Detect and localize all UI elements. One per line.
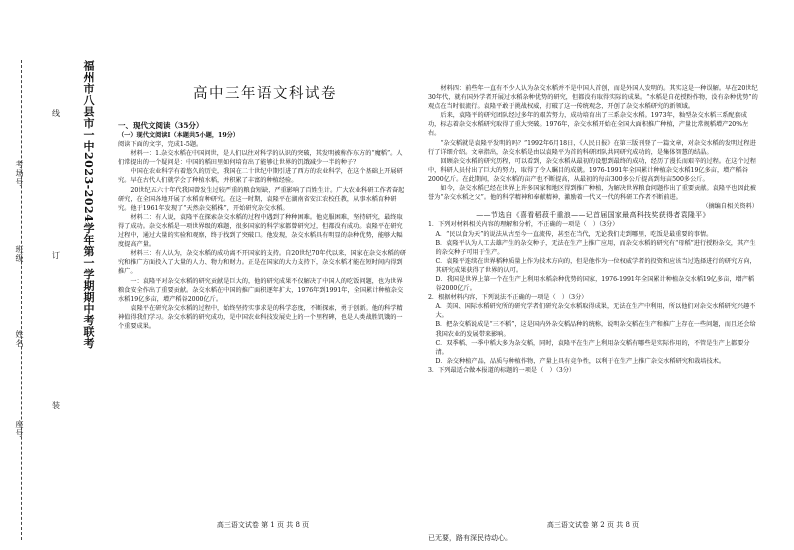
- paragraph: “杂交稻就是袁隆平发明的吗？”1992年6月18日，《人民日报》在第三版刊登了一篇文章，对杂交水稻的发明过程进行了详细介绍。文章指出，杂交水稻是由以袁隆平为首的科研团队共同研究成功的，是集体智慧的结晶。: [428, 139, 756, 156]
- binding-mark-3: 装: [52, 401, 60, 410]
- paragraph: 袁隆平在研究杂交水稻的过程中，始终坚持实事求是的科学态度，不断探索，勇于创新。他的科学精神值得我们学习。杂交水稻的研究成功，是中国农业科技发展史上的一个里程碑，也是人类战胜饥饿的一个重要成果。: [118, 304, 403, 330]
- paragraph: 材料二：有人说，袁隆平在探索杂交水稻的过程中遇到了种种困难。他克服困难，坚持研究，最终取得了成功。杂交水稻是一项世界级的难题，很多国家的科学家都曾研究过，但都没有成功。袁隆平在研究过程中，通过大量的实验和观察，终于找到了突破口。他发现，杂交水稻具有明显的杂种优势，能够大幅度提高产量。: [118, 213, 403, 249]
- paragraph: 材料三：有人认为，杂交水稻的成功离不开国家的支持。自20世纪70年代以来，国家在杂交水稻的研究和推广方面投入了大量的人力、物力和财力。正是在国家的大力支持下，杂交水稻才能在短时间内得到推广。: [118, 250, 407, 276]
- excerpt-source: ——节选自《喜看稻菽千重浪——记首届国家最高科技奖获得者袁隆平》: [476, 211, 710, 220]
- option-d: D．我国是世界上第一个在生产上利用水稻杂种优势的国家，1976-1991年全国累计种植杂交水稻19亿多亩，增产稻谷2000亿斤。: [435, 275, 755, 293]
- page-footer-right: 高三语文试卷 第 2 页 共 8 页: [546, 521, 640, 529]
- paragraph: 中国在农业科学有着悠久的历史，我国在二十世纪中期引进了西方的农业科学，在这个基础上开展研究。早在古代人们就学会了种植水稻，并积累了丰富的种植经验。: [118, 168, 403, 185]
- subsection-heading: （一）现代文阅读Ⅰ（本题共5小题，19分）: [118, 132, 239, 139]
- page-title: 高中三年语文科试卷: [193, 86, 337, 102]
- binding-mark-2: 订: [52, 251, 60, 260]
- binding-margin: [0, 60, 44, 540]
- name-label: 姓名：: [15, 330, 24, 357]
- school-title-vertical: 福州市八县市一中2023-2024学年第一学期期中考联考: [82, 60, 95, 349]
- right-column: [428, 84, 758, 375]
- section-heading: 一、现代文阅读（35分）: [118, 121, 204, 130]
- question-2: 2．根据材料内容，下列说法不正确的一项是（ ）（3分）: [428, 294, 588, 302]
- option-a: A．美国、国际水稻研究所的研究学者们研究杂交水稻取得成果，无法在生产中利用，所以他们对杂交水稻研究兴趣不大。: [435, 303, 756, 320]
- page-footer-left: 高三语文试卷 第 1 页 共 8 页: [216, 521, 310, 529]
- source-note: （摘编自相关资料）: [702, 203, 758, 211]
- trailing-text: 已无要，路有深民待动心。: [428, 534, 512, 542]
- left-column: [118, 120, 408, 331]
- binding-mark-1: 线: [52, 109, 60, 118]
- paragraph: 回顾杂交水稻的研究历程，可以看到，杂交水稻从最初的设想到最终的成功，经历了漫长而艰辛的过程。在这个过程中，科研人员付出了巨大的努力，取得了令人瞩目的成就。1976-1991年全国累计种植杂交水稻19亿多亩，增产稻谷2000亿斤。在此期间，杂交水稻的亩产也不断提高，从最初的每亩300多公斤提高到每亩500多公斤。: [428, 157, 756, 183]
- exam-number-label: 考场号：: [15, 160, 24, 196]
- paragraph: 20世纪五六十年代我国曾发生过较严重的粮食短缺，严重影响了百姓生计。广大农业科研工作者奋起研究，在全国各地开展了水稻育种研究。在这一时期，袁隆平在湖南省安江农校任教，从事水稻育种研究。他于1961年发现了“天然杂交稻株”，开始研究杂交水稻。: [118, 186, 405, 212]
- paragraph: 材料四：前些年一直有不少人认为杂交水稻并不是中国人首创，而是外国人发明的。其实这是一种误解。早在20世纪30年代，就有国外学者开展过水稻杂种优势的研究，但都没有取得实际的成果。“水稻是自花授粉作物，没有杂种优势”的观点在当时很流行。袁隆平敢于挑战权威，打破了这一传统观念，开创了杂交水稻研究的新领域。: [428, 85, 758, 111]
- option-b: B．把杂交稻说成是“三不稻”，这是国内外杂交稻品种的统称，说明杂交稻在生产和推广上存在一些问题，而且还会给我国农业的发展带来影响。: [435, 321, 756, 338]
- paragraph: 后来，袁隆平的研究团队经过多年的艰苦努力，成功培育出了三系杂交水稻。1973年，籼型杂交水稻三系配套成功，标志着杂交水稻研究取得了重大突破。1976年，杂交水稻开始在全国大面积推广种植，产量比常规稻增产20%左右。: [428, 112, 749, 138]
- option-a: A．“民以食为天”的说法从古至今一直流传，甚至在当代，无论我们走到哪里，吃饭是最重要的事情。: [435, 230, 713, 238]
- class-label: 班级：: [15, 245, 24, 272]
- paragraph: 一：袁隆平对杂交水稻的研究贡献是巨大的，他的研究成果不仅解决了中国人的吃饭问题，也为世界粮食安全作出了重要贡献。杂交水稻在中国的推广面积逐年扩大，1976年到1991年，全国累计种植杂交水稻19亿多亩，增产稻谷2000亿斤。: [118, 277, 404, 303]
- option-d: D．杂交种植产品，品质与种植作物，产量上具有竞争性，以利于在生产上推广杂交水稻研究和栽培技术。: [435, 357, 726, 365]
- paragraph: 如今，杂交水稻已经在世界上许多国家和地区得到推广种植，为解决世界粮食问题作出了重要贡献。袁隆平也因此被誉为“杂交水稻之父”。他的科学精神和奉献精神，激励着一代又一代的科研工作者不断前进。: [428, 185, 756, 202]
- question-3: 3．下列最适合做本报道的标题的一项是（ ）（3分）: [428, 366, 576, 374]
- paragraph: 材料一：1.杂交水稻在中国问世，是人们以往对科学的认识的突破，其发明被称作东方的“魔稻”。人们常提出的一个疑问是：中国的稻田里如何培育出了能够让世界的饥饿减少一半的种子？: [118, 150, 403, 167]
- option-c: C．双季稻、一季中稻大多为杂交稻，同时，袁隆平在生产上利用杂交稻有哪些是实际作用的，不管是生产上都要分清。: [435, 339, 750, 356]
- seat-label: 座号：: [15, 420, 24, 447]
- option-c: C．袁隆平连续在世界稻种质量上作为技术方向的，但是他作为一位权威学者的投资和应该当过选择进行的研究方向，其研究成果获得了世界的认可。: [435, 257, 756, 274]
- question-1: 1．下列对材料相关内容的理解和分析，不正确的一项是（ ）（3分）: [428, 221, 619, 229]
- option-b: B．袁隆平认为人工去雄产生的杂交种子，无法在生产上推广应用，而杂交水稻的研究有“母稻”进行授粉杂交，其产生的杂交种子可用于生产。: [435, 239, 756, 256]
- binding-dashed-line: [21, 60, 22, 540]
- instruction-text: 阅读下面的文字，完成1-5题。: [118, 141, 203, 149]
